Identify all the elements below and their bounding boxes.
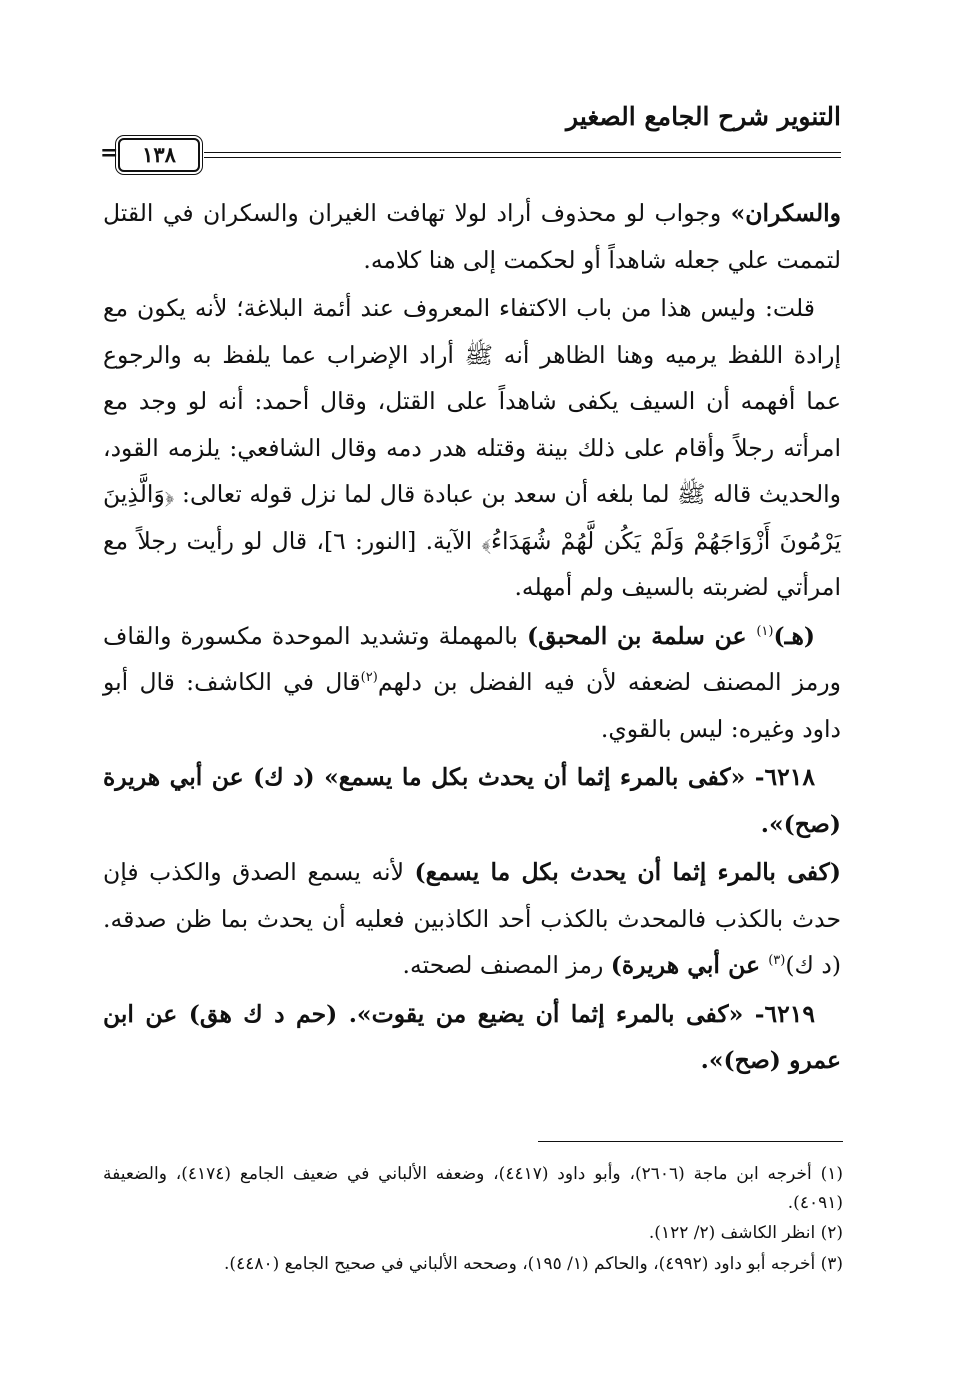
page-number: ١٣٨ <box>118 138 200 172</box>
footnotes <box>103 1160 843 1280</box>
paragraph-text: رمز المصنف لصحته. <box>402 951 611 979</box>
footnote-ref-2: (٢) <box>360 670 378 686</box>
footnote-ref-1: (١) <box>756 623 774 639</box>
paragraph-text: لأنه يسمع الصدق والكذب فإن حدث بالكذب فالمحدث بالكذب أحد الكاذبين فعليه أن يحدث بما ظن صدقه. (د ك) <box>103 858 841 979</box>
footnote-ref-3: (٣) <box>768 953 786 969</box>
paragraph-text: وجواب لو محذوف أراد لولا تهافت الغيران والسكران في القتل لتممت علي جعله شاهداً أو لحكمت إلى هنا كلامه. <box>103 199 841 274</box>
running-title: التنوير شرح الجامع الصغير <box>566 102 841 131</box>
main-text <box>103 190 841 1086</box>
footnote-2: (٢) انظر الكاشف (٢/ ١٢٢). <box>648 1223 843 1243</box>
bold-term: والسكران» <box>730 199 841 227</box>
page-header <box>98 100 841 180</box>
hadith-6219: ٦٢١٩- «كفى بالمرء إثما أن يضيع من يقوت». (حم د ك هق) عن ابن عمرو (صح)». <box>103 999 841 1074</box>
paragraph-2: قلت: وليس هذا من باب الاكتفاء المعروف عند أئمة البلاغة؛ لأنه يكون مع إرادة اللفظ يرميه وهنا الظاهر أنه ﷺ أراد الإضراب عما يلفظ به والرجوع عما أفهمه أن السيف يكفى شاهداً على القتل، وقال أحمد: أنه لو وجد مع امرأته رجلاً وأقام على ذلك بينة وقتله هدر دمه وقال الشافعي: يلزمه القود، والحديث قاله ﷺ لما بلغه أن سعد بن عبادة قال لما نزل قوله تعالى: ﴿وَالَّذِينَ يَرْمُونَ أَزْوَاجَهُمْ وَلَمْ يَكُن لَّهُمْ شُهَدَاءُ﴾ الآية. [النور: ٦]، قال لو رأيت رجلاً مع امرأتي لضربته بالسيف ولم أمهله. <box>103 294 841 601</box>
footnote-1: (١) أخرجه ابن ماجة (٢٦٠٦)، وأبو داود (٤٤١٧)، وضعفه الألباني في ضعيف الجامع (٤١٧٤)، والضعيفة (٤٠٩١). <box>103 1164 843 1213</box>
paragraph-text: بالمهملة وتشديد الموحدة مكسورة والقاف ورمز المصنف لضعفه لأن فيه الفضل بن دلهم <box>103 621 842 696</box>
paragraph-3 <box>103 613 841 753</box>
footnote-rule <box>538 1141 843 1142</box>
paragraph-text: قال في الكاشف: قال أبو داود وغيره: ليس بالقوي. <box>103 668 841 743</box>
hadith-6218: ٦٢١٨- «كفى بالمرء إثما أن يحدث بكل ما يسمع» (د ك) عن أبي هريرة (صح)». <box>103 763 841 838</box>
header-rule <box>204 152 841 158</box>
paragraph-1 <box>103 190 841 283</box>
hadith-quote: (كفى بالمرء إثما أن يحدث بكل ما يسمع) <box>414 858 841 886</box>
narrator-name: عن أبي هريرة) <box>610 951 769 979</box>
source-code: (هـ) <box>773 621 815 650</box>
paragraph-4 <box>103 849 841 989</box>
narrator-name: عن سلمة بن المحبق) <box>526 621 757 650</box>
page-marker: = <box>100 140 119 166</box>
footnote-3: (٣) أخرجه أبو داود (٤٩٩٢)، والحاكم (١/ ١٩٥)، وصححه الألباني في صحيح الجامع (٤٤٨٠). <box>224 1253 843 1274</box>
